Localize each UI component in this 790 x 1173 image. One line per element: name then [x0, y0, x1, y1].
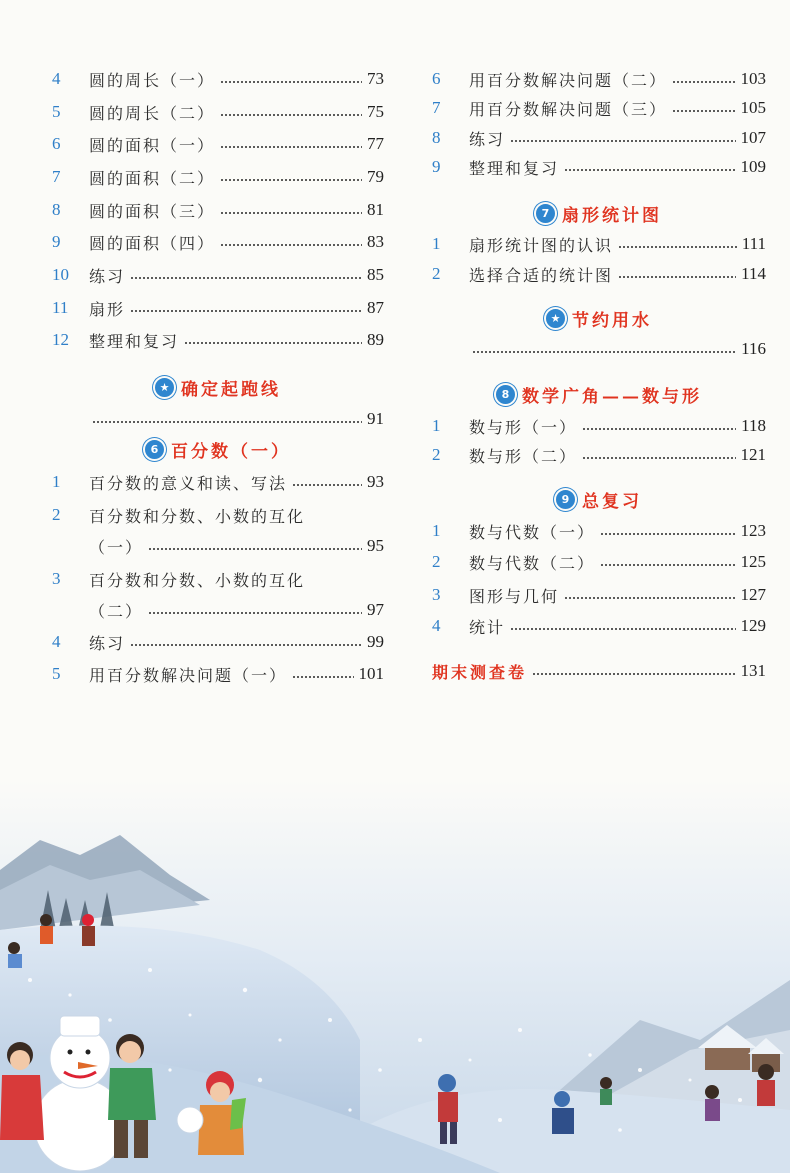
toc-entry[interactable]	[52, 627, 384, 657]
section-title: 总复习	[582, 491, 642, 512]
toc-entry[interactable]	[432, 259, 766, 289]
entry-page: 99	[367, 632, 384, 651]
entry-page: 109	[740, 157, 766, 176]
entry-number: 7	[52, 167, 61, 186]
entry-title: 圆的周长（二）	[89, 103, 216, 123]
leader-dots	[600, 564, 735, 566]
entry-title: 圆的面积（一）	[89, 135, 216, 155]
leader-dots	[148, 612, 362, 614]
entry-title: （二）	[89, 601, 144, 621]
entry-title: 用百分数解决问题（一）	[89, 665, 288, 685]
toc-entry[interactable]	[52, 64, 384, 94]
section-heading[interactable]	[432, 484, 766, 514]
unit-number-badge-icon: 7	[536, 204, 555, 223]
section-title: 节约用水	[572, 310, 652, 331]
toc-entry[interactable]	[52, 162, 384, 192]
entry-page: 85	[367, 265, 384, 284]
entry-title: 数与形（二）	[469, 446, 578, 466]
toc-entry[interactable]	[52, 195, 384, 225]
leader-dots	[220, 212, 362, 214]
leader-dots	[582, 428, 736, 430]
toc-entry[interactable]	[432, 229, 766, 259]
entry-number: 9	[52, 232, 61, 251]
entry-title: （一）	[89, 537, 144, 557]
entry-page: 97	[367, 600, 384, 619]
entry-page: 95	[367, 536, 384, 555]
entry-page: 93	[367, 472, 384, 491]
entry-page: 111	[741, 234, 766, 253]
leader-dots	[292, 484, 362, 486]
entry-title: 百分数的意义和读、写法	[89, 473, 288, 493]
toc-entry[interactable]	[432, 334, 766, 364]
entry-number: 2	[432, 264, 441, 283]
entry-title: 扇形	[89, 299, 126, 319]
entry-number: 2	[432, 445, 441, 464]
entry-page: 129	[740, 616, 766, 635]
leader-dots	[600, 533, 735, 535]
entry-number: 3	[432, 585, 441, 604]
leader-dots	[532, 673, 735, 675]
entry-title: 期末测查卷	[432, 662, 528, 682]
entry-title: 扇形统计图的认识	[469, 235, 614, 255]
section-title: 百分数（一）	[171, 441, 291, 462]
entry-number: 12	[52, 330, 69, 349]
unit-number-badge-icon: 9	[556, 490, 575, 509]
entry-title: 用百分数解决问题（二）	[469, 70, 668, 90]
toc-entry[interactable]	[52, 404, 384, 434]
entry-page: 127	[740, 585, 766, 604]
leader-dots	[510, 140, 735, 142]
entry-number: 7	[432, 98, 441, 117]
entry-number: 1	[432, 416, 441, 435]
entry-number: 5	[52, 102, 61, 121]
entry-number: 9	[432, 157, 441, 176]
entry-title: 数与代数（二）	[469, 553, 596, 573]
toc-entry[interactable]	[432, 611, 766, 641]
section-heading[interactable]	[52, 434, 384, 464]
entry-title: 百分数和分数、小数的互化	[89, 506, 306, 526]
entry-title: 练习	[89, 633, 126, 653]
entry-title: 整理和复习	[89, 331, 180, 351]
entry-page: 125	[740, 552, 766, 571]
toc-entry[interactable]	[432, 440, 766, 470]
toc-entry[interactable]	[432, 152, 766, 182]
entry-number: 3	[52, 569, 61, 588]
toc-entry[interactable]	[432, 123, 766, 153]
toc-entry[interactable]	[52, 659, 384, 689]
entry-page: 83	[367, 232, 384, 251]
leader-dots	[130, 310, 362, 312]
section-heading[interactable]	[52, 372, 384, 402]
toc-entry[interactable]	[432, 64, 766, 94]
entry-page: 116	[741, 339, 766, 358]
entry-page: 131	[740, 661, 766, 680]
entry-number: 6	[52, 134, 61, 153]
toc-entry-final-test[interactable]	[432, 656, 766, 686]
entry-title: 统计	[469, 617, 506, 637]
leader-dots	[564, 169, 735, 171]
entry-page: 103	[740, 69, 766, 88]
leader-dots	[472, 351, 736, 353]
winter-snow-illustration	[0, 780, 790, 1173]
leader-dots	[220, 244, 362, 246]
section-heading[interactable]	[432, 303, 766, 333]
leader-dots	[510, 628, 735, 630]
entry-page: 81	[367, 200, 384, 219]
entry-page: 89	[367, 330, 384, 349]
entry-title: 数与形（一）	[469, 417, 578, 437]
entry-page: 123	[740, 521, 766, 540]
leader-dots	[618, 246, 737, 248]
leader-dots	[220, 114, 362, 116]
entry-number: 8	[432, 128, 441, 147]
leader-dots	[220, 179, 362, 181]
toc-entry[interactable]	[52, 325, 384, 355]
toc-entry[interactable]	[52, 467, 384, 497]
entry-page: 118	[741, 416, 766, 435]
entry-number: 8	[52, 200, 61, 219]
entry-title: 数与代数（一）	[469, 522, 596, 542]
entry-page: 121	[740, 445, 766, 464]
entry-page: 87	[367, 298, 384, 317]
entry-title: 圆的面积（三）	[89, 201, 216, 221]
entry-title: 图形与几何	[469, 586, 560, 606]
toc-entry[interactable]	[52, 531, 384, 561]
entry-page: 75	[367, 102, 384, 121]
leader-dots	[564, 597, 735, 599]
toc-entry[interactable]	[52, 227, 384, 257]
entry-number: 6	[432, 69, 441, 88]
entry-title: 练习	[89, 266, 126, 286]
entry-title: 圆的面积（四）	[89, 233, 216, 253]
leader-dots	[672, 81, 735, 83]
entry-number: 2	[52, 505, 61, 524]
entry-number: 1	[432, 521, 441, 540]
entry-number: 1	[432, 234, 441, 253]
entry-page: 73	[367, 69, 384, 88]
entry-page: 91	[367, 409, 384, 428]
section-title: 数学广角——数与形	[522, 386, 702, 407]
entry-number: 5	[52, 664, 61, 683]
leader-dots	[672, 110, 735, 112]
entry-title: 百分数和分数、小数的互化	[89, 570, 306, 590]
entry-number: 4	[432, 616, 441, 635]
toc-entry[interactable]	[52, 129, 384, 159]
toc-entry[interactable]	[432, 580, 766, 610]
leader-dots	[92, 421, 362, 423]
entry-number: 1	[52, 472, 61, 491]
entry-title: 练习	[469, 129, 506, 149]
star-badge-icon: ★	[155, 378, 174, 397]
leader-dots	[130, 277, 362, 279]
entry-page: 114	[741, 264, 766, 283]
entry-page: 79	[367, 167, 384, 186]
unit-number-badge-icon: 8	[496, 385, 515, 404]
toc-entry[interactable]	[52, 500, 384, 530]
toc-entry[interactable]	[432, 547, 766, 577]
leader-dots	[220, 81, 362, 83]
entry-number: 4	[52, 632, 61, 651]
leader-dots	[618, 276, 736, 278]
unit-number-badge-icon: 6	[145, 440, 164, 459]
leader-dots	[184, 342, 362, 344]
entry-title: 整理和复习	[469, 158, 560, 178]
entry-title: 圆的周长（一）	[89, 70, 216, 90]
leader-dots	[292, 676, 353, 678]
entry-title: 用百分数解决问题（三）	[469, 99, 668, 119]
entry-title: 选择合适的统计图	[469, 265, 614, 285]
entry-page: 107	[740, 128, 766, 147]
section-heading[interactable]	[432, 198, 766, 228]
entry-number: 10	[52, 265, 69, 284]
entry-number: 11	[52, 298, 69, 317]
toc-entry[interactable]	[52, 260, 384, 290]
entry-number: 4	[52, 69, 61, 88]
entry-number: 2	[432, 552, 441, 571]
toc-entry[interactable]	[52, 595, 384, 625]
leader-dots	[130, 644, 362, 646]
toc-entry[interactable]	[432, 93, 766, 123]
toc-entry[interactable]	[432, 411, 766, 441]
leader-dots	[582, 457, 735, 459]
entry-page: 77	[367, 134, 384, 153]
section-title: 确定起跑线	[181, 379, 281, 400]
leader-dots	[220, 146, 362, 148]
section-heading[interactable]	[432, 379, 766, 409]
entry-page: 105	[740, 98, 766, 117]
toc-entry[interactable]	[52, 293, 384, 323]
entry-page: 101	[358, 664, 384, 683]
section-title: 扇形统计图	[562, 205, 662, 226]
entry-title: 圆的面积（二）	[89, 168, 216, 188]
toc-entry[interactable]	[432, 516, 766, 546]
toc-entry[interactable]	[52, 564, 384, 594]
toc-entry[interactable]	[52, 97, 384, 127]
star-badge-icon: ★	[546, 309, 565, 328]
leader-dots	[148, 548, 362, 550]
